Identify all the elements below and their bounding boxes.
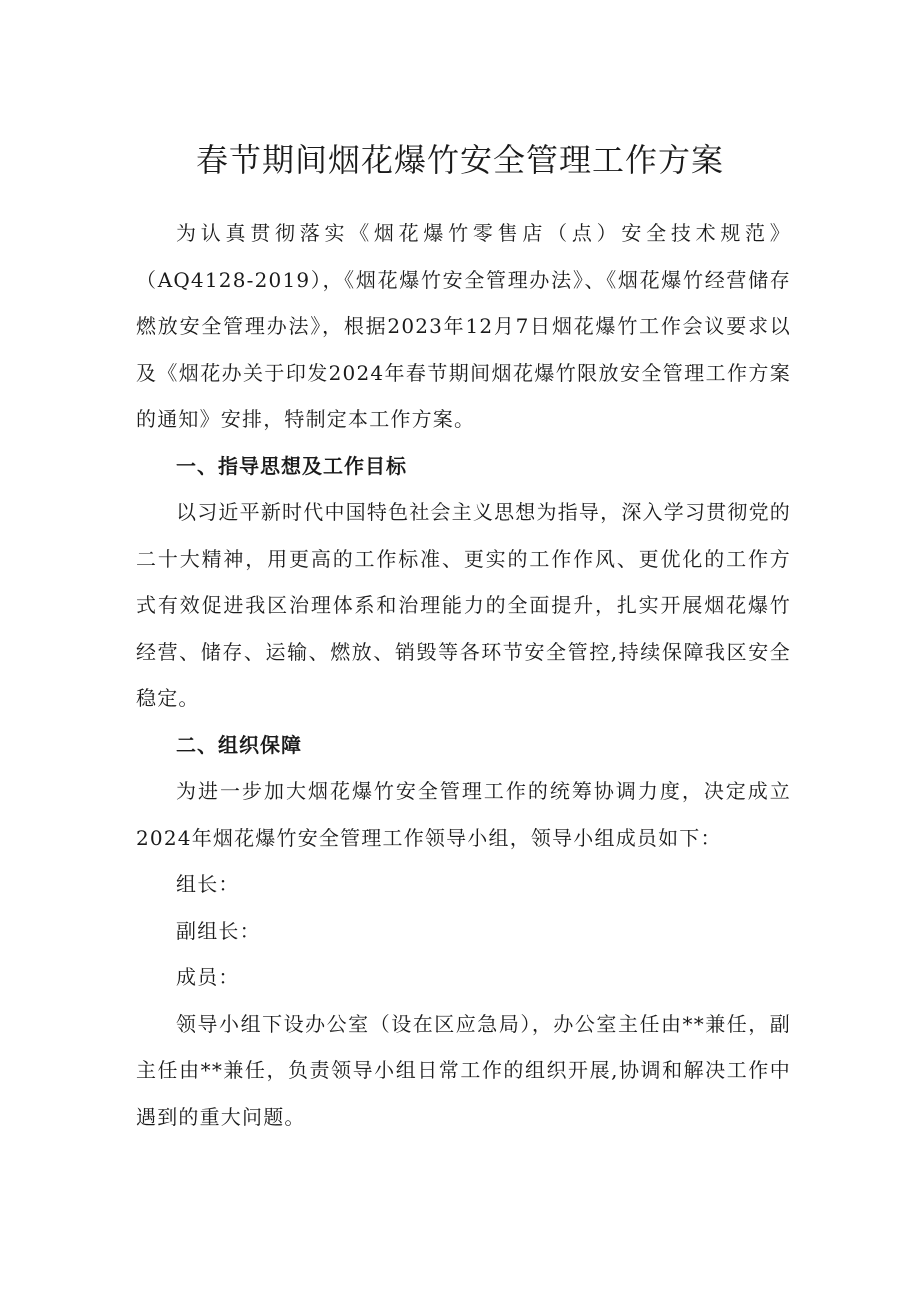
leader-line: 组长： [176, 872, 240, 896]
document-title: 春节期间烟花爆竹安全管理工作方案 [195, 141, 724, 179]
document-body [136, 210, 791, 1140]
guiding-ideology-paragraph: 以习近平新时代中国特色社会主义思想为指导，深入学习贯彻党的二十大精神，用更高的工作标准、更实的工作作风、更优化的工作方式有效促进我区治理体系和治理能力的全面提升，扎实开展烟花爆竹经营、储存、运输、燃放、销毁等各环节安全管控,持续保障我区安全稳定。 [136, 500, 791, 710]
organization-paragraph: 为进一步加大烟花爆竹安全管理工作的统筹协调力度，决定成立2024年烟花爆竹安全管理工作领导小组，领导小组成员如下： [136, 779, 791, 850]
section-heading-guiding-ideology: 一、指导思想及工作目标 [176, 453, 407, 478]
members-line: 成员： [176, 965, 240, 989]
intro-paragraph: 为认真贯彻落实《烟花爆竹零售店（点）安全技术规范》（AQ4128-2019），《烟花爆竹安全管理办法》、《烟花爆竹经营储存燃放安全管理办法》，根据2023年12月7日烟花爆竹工作会议要求以及《烟花办关于印发2024年春节期间烟花爆竹限放安全管理工作方案的通知》安排，特制定本工作方案。 [136, 221, 791, 431]
office-paragraph: 领导小组下设办公室（设在区应急局），办公室主任由**兼任，副主任由**兼任，负责领导小组日常工作的组织开展,协调和解决工作中遇到的重大问题。 [136, 1011, 791, 1129]
deputy-leader-line: 副组长： [176, 918, 261, 943]
section-heading-organization: 二、组织保障 [176, 732, 302, 757]
